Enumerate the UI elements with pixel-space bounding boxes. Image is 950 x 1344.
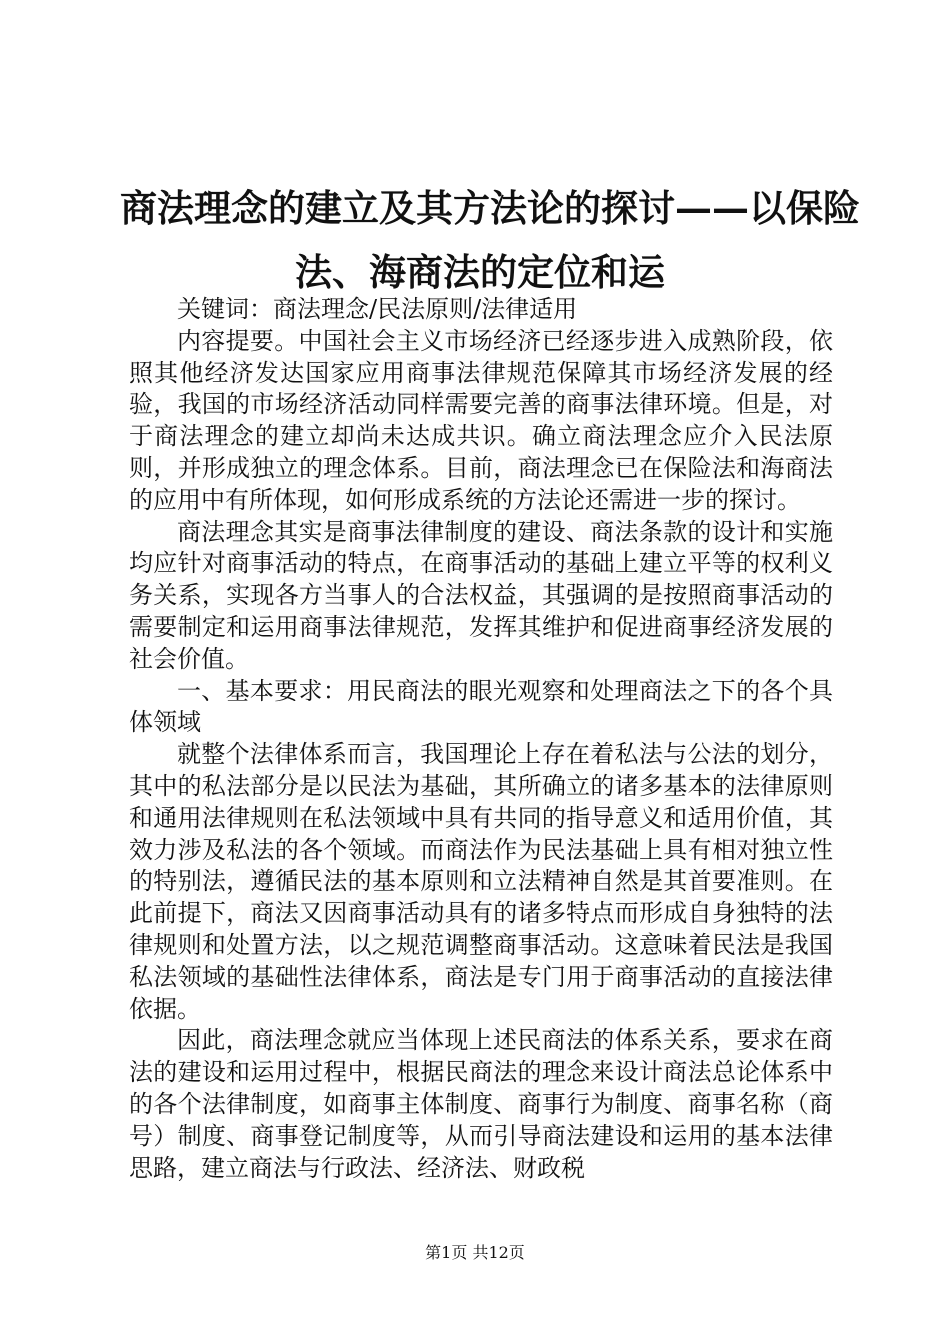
- page-number: 第1页 共12页: [425, 1243, 525, 1262]
- document-title: [120, 176, 860, 304]
- body-paragraph: 因此，商法理念就应当体现上述民商法的体系关系，要求在商法的建设和运用过程中，根据民商法的理念来设计商法总论体系中的各个法律制度，如商事主体制度、商事行为制度、商事名称（商号）制度、商事登记制度等，从而引导商法建设和运用的基本法律思路，建立商法与行政法、经济法、财政税: [129, 1026, 833, 1182]
- document-body: [129, 294, 833, 1184]
- title-line-2: 法、海商法的定位和运: [295, 250, 665, 294]
- body-paragraph: 商法理念其实是商事法律制度的建设、商法条款的设计和实施均应针对商事活动的特点，在商事活动的基础上建立平等的权利义务关系，实现各方当事人的合法权益，其强调的是按照商事活动的需要制定和运用商事法律规范，发挥其维护和促进商事经济发展的社会价值。: [129, 517, 833, 673]
- title-line-1: 商法理念的建立及其方法论的探讨——以保险: [120, 186, 860, 230]
- body-paragraph: 就整个法律体系而言，我国理论上存在着私法与公法的划分，其中的私法部分是以民法为基础，其所确立的诸多基本的法律原则和通用法律规则在私法领域中具有共同的指导意义和适用价值，其效力涉及私法的各个领域。而商法作为民法基础上具有相对独立性的特别法，遵循民法的基本原则和立法精神自然是其首要准则。在此前提下，商法又因商事活动具有的诸多特点而形成自身独特的法律规则和处置方法，以之规范调整商事活动。这意味着民法是我国私法领域的基础性法律体系，商法是专门用于商事活动的直接法律依据。: [129, 740, 833, 1023]
- abstract-paragraph: 内容提要。中国社会主义市场经济已经逐步进入成熟阶段，依照其他经济发达国家应用商事法律规范保障其市场经济发展的经验，我国的市场经济活动同样需要完善的商事法律环境。但是，对于商法理念的建立却尚未达成共识。确立商法理念应介入民法原则，并形成独立的理念体系。目前，商法理念已在保险法和海商法的应用中有所体现，如何形成系统的方法论还需进一步的探讨。: [129, 326, 833, 514]
- section-heading: 一、基本要求：用民商法的眼光观察和处理商法之下的各个具体领域: [129, 676, 833, 737]
- page-footer: [0, 1243, 950, 1263]
- keywords-paragraph: 关键词：商法理念/民法原则/法律适用: [177, 295, 578, 323]
